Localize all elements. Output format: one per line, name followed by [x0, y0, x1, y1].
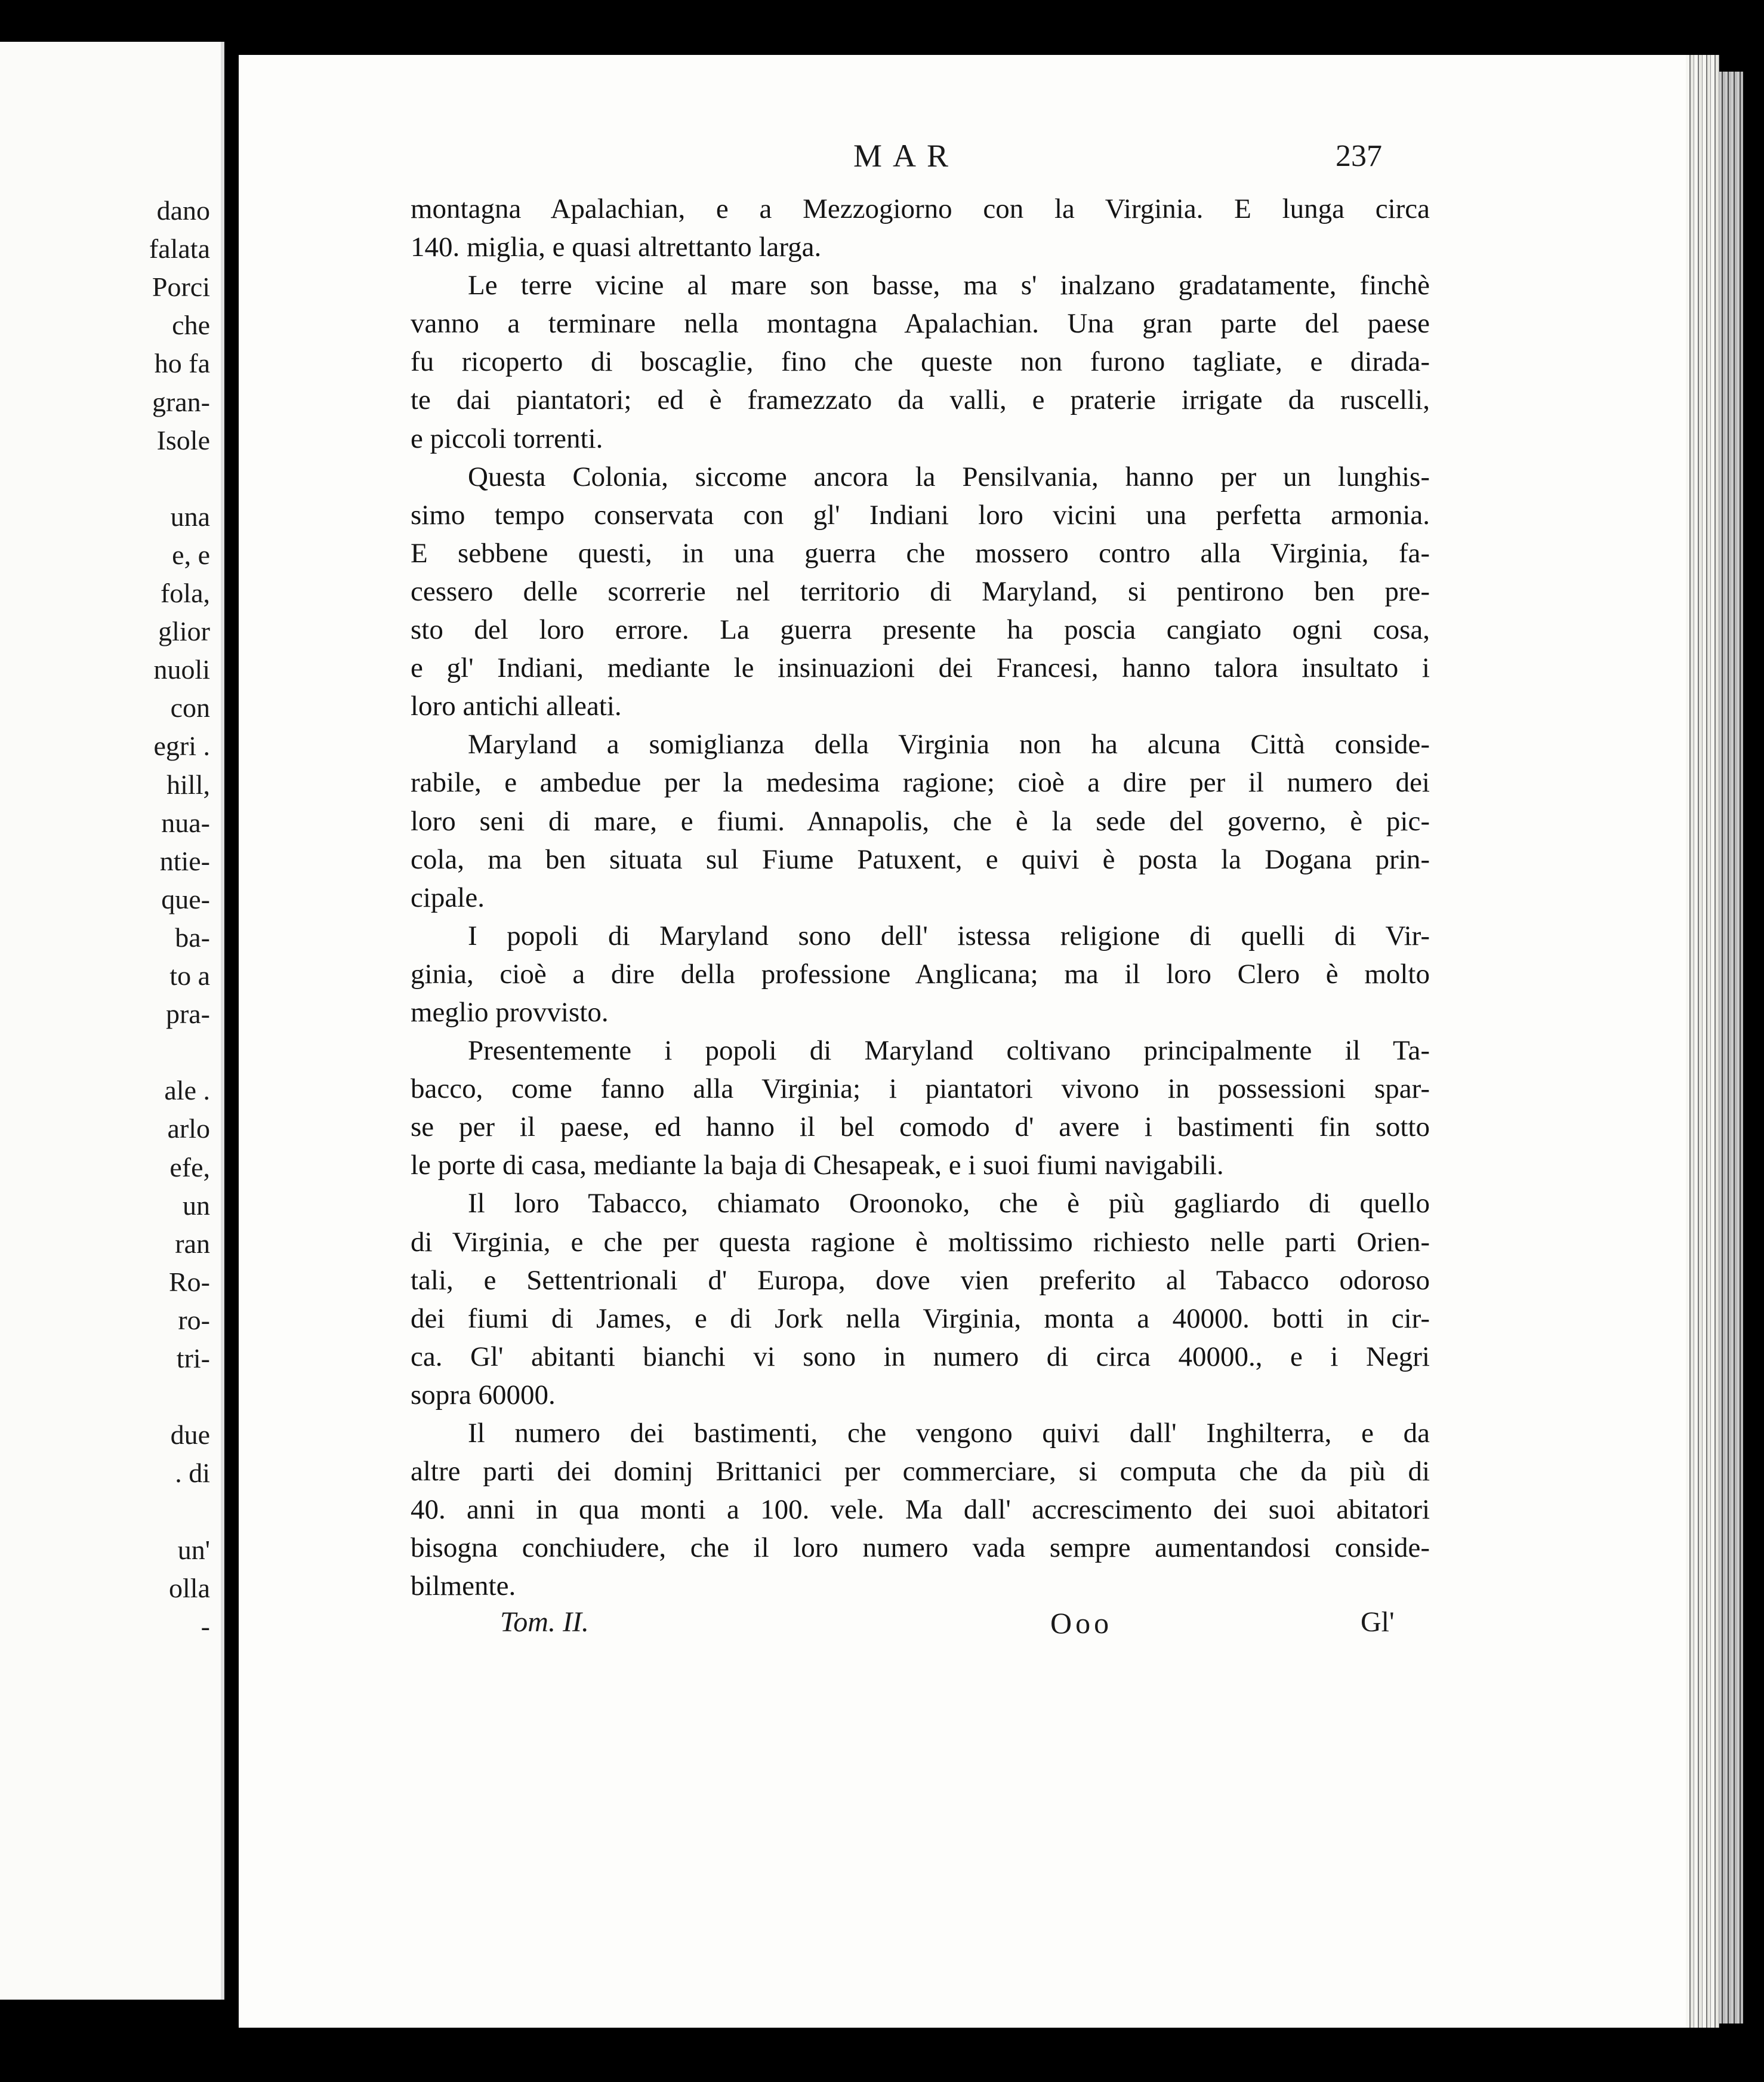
text-line: Presentemente i popoli di Maryland coltivano principalmente il Ta-	[468, 1035, 1430, 1067]
text-line: bisogna conchiudere, che il loro numero vada sempre aumentandosi conside-	[411, 1532, 1430, 1564]
text-line: loro seni di mare, e fiumi. Annapolis, che è la sede del governo, è pic-	[411, 805, 1430, 837]
text-line: 140. miglia, e quasi altrettanto larga.	[411, 232, 822, 263]
left-page-line: ho fa	[154, 348, 210, 379]
left-page-line: pra-	[165, 999, 210, 1030]
text-line: te dai piantatori; ed è framezzato da valli, e praterie irrigate da ruscelli,	[411, 384, 1430, 416]
text-line: e piccoli torrenti.	[411, 423, 603, 454]
left-page-fragment	[0, 42, 224, 2000]
left-page-line: un'	[177, 1534, 210, 1565]
text-line: Il numero dei bastimenti, che vengono quivi dall' Inghilterra, e da	[468, 1418, 1430, 1449]
text-line: Il loro Tabacco, chiamato Oroonoko, che è più gagliardo di quello	[468, 1188, 1430, 1219]
left-page-line: que-	[161, 883, 210, 914]
book-block-edge	[1719, 72, 1743, 2024]
text-line: I popoli di Maryland sono dell' istessa religione di quelli di Vir-	[468, 920, 1430, 951]
left-page-line: falata	[149, 233, 210, 264]
text-line: 40. anni in qua monti a 100. vele. Ma dall' accrescimento dei suoi abitatori	[411, 1494, 1430, 1526]
left-page-line: ntie-	[159, 845, 210, 876]
text-line: bacco, come fanno alla Virginia; i piantatori vivono in possessioni spar-	[411, 1073, 1430, 1105]
left-page-line: due	[170, 1419, 210, 1450]
text-line: loro antichi alleati.	[411, 691, 622, 722]
text-line: simo tempo conservata con gl' Indiani loro vicini una perfetta armonia.	[411, 499, 1430, 531]
text-line: fu ricoperto di boscaglie, fino che queste non furono tagliate, e dirada-	[411, 346, 1430, 378]
left-page-line: fola,	[160, 578, 210, 608]
body-text	[411, 190, 1430, 1605]
left-page-line: che	[172, 310, 210, 341]
text-line: ca. Gl' abitanti bianchi vi sono in numero di circa 40000., e i Negri	[411, 1341, 1430, 1372]
left-page-line: ran	[175, 1228, 210, 1259]
text-line: ginia, cioè a dire della professione Anglicana; ma il loro Clero è molto	[411, 958, 1430, 990]
text-line: cipale.	[411, 882, 485, 913]
text-line: Le terre vicine al mare son basse, ma s' inalzano gradatamente, finchè	[468, 270, 1430, 301]
footer-catchword: Gl'	[1361, 1606, 1395, 1638]
left-page-line: egri .	[153, 731, 210, 762]
text-line: vanno a terminare nella montagna Apalachian. Una gran parte del paese	[411, 308, 1430, 340]
text-line: se per il paese, ed hanno il bel comodo d' avere i bastimenti fin sotto	[411, 1111, 1430, 1143]
text-line: e gl' Indiani, mediante le insinuazioni dei Francesi, hanno talora insultato i	[411, 652, 1430, 684]
text-line: E sebbene questi, in una guerra che mossero contro alla Virginia, fa-	[411, 537, 1430, 569]
left-page-line: ale .	[164, 1075, 210, 1106]
footer-volume: Tom. II.	[500, 1606, 589, 1638]
text-line: altre parti dei dominj Brittanici per commerciare, si computa che da più di	[411, 1456, 1430, 1487]
text-line: sopra 60000.	[411, 1379, 556, 1410]
left-page-line: dano	[156, 195, 210, 226]
text-line: le porte di casa, mediante la baja di Chesapeak, e i suoi fiumi navigabili.	[411, 1150, 1224, 1181]
text-line: di Virginia, e che per questa ragione è moltissimo richiesto nelle parti Orien-	[411, 1226, 1430, 1258]
left-page-line: glior	[158, 616, 210, 647]
text-line: cessero delle scorrerie nel territorio di Maryland, si pentirono ben pre-	[411, 575, 1430, 607]
running-head: MAR	[853, 138, 960, 174]
left-page-line: arlo	[167, 1113, 210, 1144]
left-page-line: Ro-	[169, 1266, 210, 1297]
text-line: Questa Colonia, siccome ancora la Pensilvania, hanno per un lunghis-	[468, 461, 1430, 492]
left-page-line: e, e	[172, 539, 210, 570]
text-line: bilmente.	[411, 1570, 516, 1602]
text-line: cola, ma ben situata sul Fiume Patuxent, e quivi è posta la Dogana prin-	[411, 843, 1430, 875]
text-line: tali, e Settentrionali d' Europa, dove vien preferito al Tabacco odoroso	[411, 1264, 1430, 1296]
left-page-line: efe,	[169, 1151, 210, 1182]
left-page-line: tri-	[176, 1343, 210, 1373]
left-page-line: to a	[169, 960, 210, 991]
text-line: Maryland a somiglianza della Virginia non ha alcuna Città conside-	[468, 729, 1430, 760]
footer-signature: Ooo	[1050, 1606, 1113, 1640]
left-page-line: hill,	[166, 769, 210, 800]
page-number: 237	[1336, 139, 1382, 173]
left-page-line: nuoli	[153, 654, 210, 685]
text-line: sto del loro errore. La guerra presente ha poscia cangiato ogni cosa,	[411, 614, 1430, 646]
text-line: dei fiumi di James, e di Jork nella Virginia, monta a 40000. botti in cir-	[411, 1302, 1430, 1334]
left-page-line: una	[170, 501, 210, 532]
left-page-line: nua-	[161, 807, 210, 838]
left-page-line: un	[183, 1190, 210, 1221]
left-page-line: Isole	[156, 424, 210, 455]
left-page-line: ro-	[178, 1304, 210, 1335]
text-line: montagna Apalachian, e a Mezzogiorno con la Virginia. E lunga circa	[411, 193, 1430, 224]
left-page-line: ba-	[175, 922, 210, 953]
left-page-line: olla	[169, 1572, 210, 1603]
left-page-line: . di	[175, 1458, 210, 1489]
left-page-line: Porci	[152, 272, 210, 303]
page-edge	[1686, 55, 1719, 2028]
text-line: meglio provvisto.	[411, 996, 609, 1028]
left-page-line: con	[170, 692, 210, 723]
left-page-line: -	[201, 1610, 210, 1641]
left-page-line: gran-	[152, 386, 210, 417]
text-line: rabile, e ambedue per la medesima ragione; cioè a dire per il numero dei	[411, 767, 1430, 799]
